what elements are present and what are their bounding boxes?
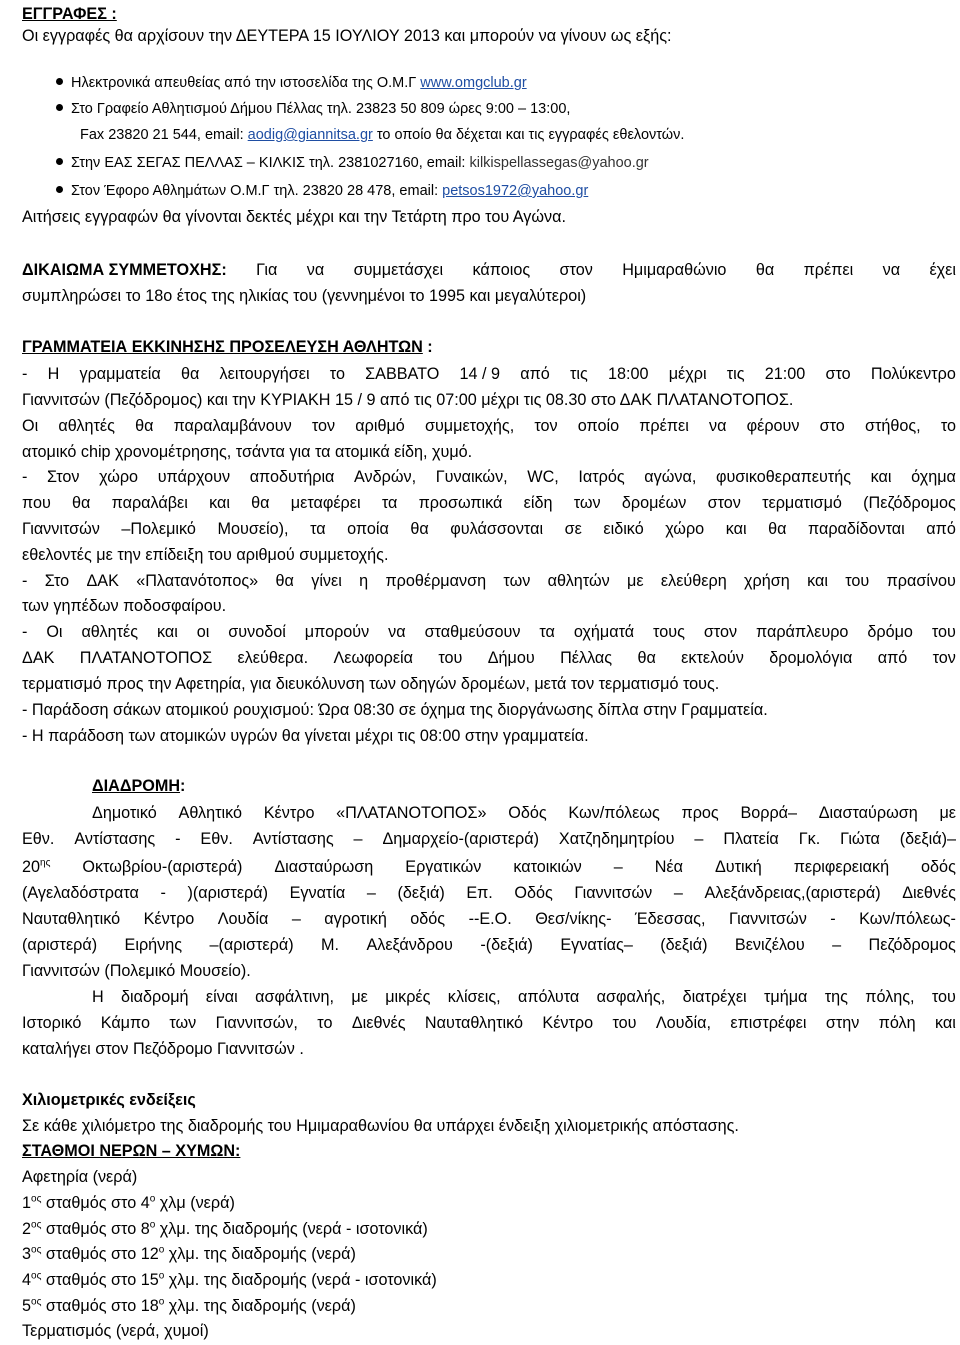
secretariat-line-9: - Στο ΔΑΚ «Πλατανότοπος» θα γίνει η προθέρμανση των αθλητών με ελεύθερη χρήση και του πρασίνου: [22, 572, 956, 590]
secretariat-line-3: Οι αθλητές θα παραλαμβάνουν τον αριθμό συμμετοχής, τον οποίο πρέπει να φέρουν στο στήθος, το: [22, 417, 956, 435]
secretariat-line-10: των γηπέδων ποδοσφαίρου.: [22, 597, 227, 615]
route-line-6: (αριστερά) Ειρήνης –(αριστερά) Μ. Αλεξάνδρου -(δεξιά) Εγνατίας– (δεξιά) Βενιζέλου – Πεζόδρομος: [22, 936, 956, 954]
participation-line1: ΔΙΚΑΙΩΜΑ ΣΥΜΜΕΤΟΧΗΣ: Για να συμμετάσχει κάποιος στον Ημιμαραθώνιο θα πρέπει να έχει: [22, 261, 956, 279]
ephor-email-link[interactable]: petsos1972@yahoo.gr: [442, 183, 589, 199]
registration-deadline: Αιτήσεις εγγραφών θα γίνονται δεκτές μέχρι και την Τετάρτη προ του Αγώνα.: [22, 208, 566, 226]
bullet-icon: [56, 186, 63, 193]
station-start: Αφετηρία (νερά): [22, 1168, 138, 1186]
item-text: Στον Έφορο Αθλημάτων Ο.Μ.Γ τηλ. 23820 28 478, email:: [71, 183, 439, 199]
route-line-8: Η διαδρομή είναι ασφάλτινη, με μικρές κλίσεις, απόλυτα ασφαλής, διατρέχει τμήμα της πόλης, του: [92, 988, 956, 1006]
station-4: $4^{o\varsigma}$ σταθμός στο $15^o$ χλμ. της διαδρομής (νερά - ισοτονικά): [22, 1270, 437, 1289]
office-email-link[interactable]: aodig@giannitsa.gr: [247, 127, 373, 143]
secretariat-line-1: - Η γραμματεία θα λειτουργήσει το ΣΑΒΒΑΤΟ 14 / 9 από τις 18:00 μέχρι τις 21:00 στο Πολύκεντρο: [22, 365, 956, 383]
participation-label: ΔΙΚΑΙΩΜΑ ΣΥΜΜΕΤΟΧΗΣ:: [22, 261, 227, 279]
km-markers-heading: Χιλιομετρικές ενδείξεις: [22, 1091, 196, 1109]
registration-item-online: [56, 72, 527, 94]
registration-item-ephor: [56, 180, 588, 202]
bullet-icon: [56, 78, 63, 85]
route-line-5: Ναυταθλητικό Κέντρο Λουδία – αγροτική οδός --Ε.Ο. Θεσ/νίκης- Έδεσσας, Γιαννιτσών - Κων/πόλεως-: [22, 910, 956, 928]
item-text: Fax 23820 21 544, email:: [80, 127, 244, 143]
secretariat-line-13: τερματισμό προς την Αφετηρία, για διευκόλυνση των οδηγών δρομέων, μετά τον τερματισμό τους.: [22, 675, 720, 693]
station-1: $1^{o\varsigma}$ σταθμός στο $4^o$ χλμ (νερά): [22, 1193, 235, 1212]
website-link[interactable]: www.omgclub.gr: [420, 75, 527, 91]
registration-item-office-line2: [80, 124, 684, 146]
km-markers-text: Σε κάθε χιλιόμετρο της διαδρομής του Ημιμαραθωνίου θα υπάρχει ένδειξη χιλιομετρικής απόστασης.: [22, 1117, 739, 1135]
registration-intro: Οι εγγραφές θα αρχίσουν την ΔΕΥΤΕΡΑ 15 ΙΟΥΛΙΟΥ 2013 και μπορούν να γίνουν ως εξής:: [22, 27, 672, 45]
secretariat-line-5: - Στον χώρο υπάρχουν αποδυτήρια Ανδρών, Γυναικών, WC, Ιατρός αγώνα, φυσικοθεραπευτής και όχημα: [22, 468, 956, 486]
bullet-icon: [56, 158, 63, 165]
route-ordinal: $20^{\eta\varsigma}$: [22, 857, 51, 876]
route-line-10: καταλήγει στον Πεζόδρομο Γιαννιτσών .: [22, 1040, 304, 1058]
station-finish: Τερματισμός (νερά, χυμοί): [22, 1322, 209, 1340]
route-line-7: Γιαννιτσών (Πολεμικό Μουσείο).: [22, 962, 251, 980]
secretariat-line-6: που θα παραλάβει και θα μεταφέρει τα προσωπικά είδη των δρομέων στον τερματισμό (Πεζόδρομος: [22, 494, 956, 512]
secretariat-line-7: Γιαννιτσών –Πολεμικό Μουσείο), τα οποία θα φυλάσσονται σε ειδικό χώρο και θα παραδίδονται από: [22, 520, 956, 538]
item-text: Στο Γραφείο Αθλητισμού Δήμου Πέλλας τηλ. 23823 50 809 ώρες 9:00 – 13:00,: [71, 101, 571, 117]
station-5: $5^{o\varsigma}$ σταθμός στο $18^o$ χλμ. της διαδρομής (νερά): [22, 1296, 356, 1315]
secretariat-heading: ΓΡΑΜΜΑΤΕΙΑ ΕΚΚΙΝΗΣΗΣ ΠΡΟΣΕΛΕΥΣΗ ΑΘΛΗΤΩΝ :: [22, 338, 433, 356]
secretariat-line-8: εθελοντές με την επίδειξη του αριθμού συμμετοχής.: [22, 546, 389, 564]
secretariat-line-12: ΔΑΚ ΠΛΑΤΑΝΟΤΟΠΟΣ ελεύθερα. Λεωφορεία του Δήμου Πέλλας θα εκτελούν δρομολόγια από τον: [22, 649, 956, 667]
secretariat-line-15: - Η παράδοση των ατομικών υγρών θα γίνεται μέχρι τις 08:00 στην γραμματεία.: [22, 727, 589, 745]
stations-heading: ΣΤΑΘΜΟΙ ΝΕΡΩΝ – ΧΥΜΩΝ:: [22, 1142, 241, 1160]
secretariat-line-14: - Παράδοση σάκων ατομικού ρουχισμού: Ώρα 08:30 σε όχημα της διοργάνωσης δίπλα στην Γραμματεία.: [22, 701, 768, 719]
route-line-3: $20^{\eta\varsigma}$ Οκτωβρίου-(αριστερά) Διασταύρωση Εργατικών κατοικιών – Νέα Δυτική περιφερειακή οδός: [22, 857, 956, 876]
registration-heading: ΕΓΓΡΑΦΕΣ :: [22, 5, 117, 23]
registration-item-eas: [56, 152, 649, 174]
station-2: $2^{o\varsigma}$ σταθμός στο $8^o$ χλμ. της διαδρομής (νερά - ισοτονικά): [22, 1219, 428, 1238]
secretariat-line-4: ατομικό chip χρονομέτρησης, τσάντα για τα ατομικά είδη, χυμό.: [22, 443, 473, 461]
route-line-2: Εθν. Αντίστασης - Εθν. Αντίστασης – Δημαρχείο-(αριστερά) Χατζηδημητρίου – Πλατεία Γκ. Γιώτα (δεξιά)–: [22, 830, 956, 848]
station-3: $3^{o\varsigma}$ σταθμός στο $12^o$ χλμ. της διαδρομής (νερά): [22, 1244, 356, 1263]
route-heading: ΔΙΑΔΡΟΜΗ:: [92, 777, 186, 795]
secretariat-line-11: - Οι αθλητές και οι συνοδοί μπορούν να σταθμεύσουν τα οχήματά τους στον παράπλευρο δρόμο του: [22, 623, 956, 641]
item-text: το οποίο θα δέχεται και τις εγγραφές εθελοντών.: [376, 127, 685, 143]
eas-email[interactable]: kilkispellassegas@yahoo.gr: [469, 155, 649, 171]
item-text: Στην ΕΑΣ ΣΕΓΑΣ ΠΕΛΛΑΣ – ΚΙΛΚΙΣ τηλ. 2381027160, email:: [71, 155, 466, 171]
route-line-4: (Αγελαδόστρατα - )(αριστερά) Εγνατία – (δεξιά) Επ. Οδός Γιαννιτσών – Αλεξάνδρειας,(αριστερά) Διεθνές: [22, 884, 956, 902]
participation-line2: συμπληρώσει το 18ο έτος της ηλικίας του (γεννημένοι το 1995 και μεγαλύτεροι): [22, 287, 587, 305]
item-text: Ηλεκτρονικά απευθείας από την ιστοσελίδα της Ο.Μ.Γ: [71, 75, 417, 91]
bullet-icon: [56, 104, 63, 111]
route-line-1: Δημοτικό Αθλητικό Κέντρο «ΠΛΑΤΑΝΟΤΟΠΟΣ» Οδός Κων/πόλεως προς Βορρά– Διασταύρωση με: [92, 804, 956, 822]
registration-item-office: [56, 98, 570, 120]
secretariat-line-2: Γιαννιτσών (Πεζόδρομος) και την ΚΥΡΙΑΚΗ 15 / 9 από τις 07:00 μέχρι τις 08.30 στο ΔΑΚ ΠΛΑΤΑΝΟΤΟΠΟΣ.: [22, 391, 794, 409]
route-line-9: Ιστορικό Κάμπο των Γιαννιτσών, το Διεθνές Ναυταθλητικό Κέντρο του Λουδία, επιστρέφει στην πόλη και: [22, 1014, 956, 1032]
